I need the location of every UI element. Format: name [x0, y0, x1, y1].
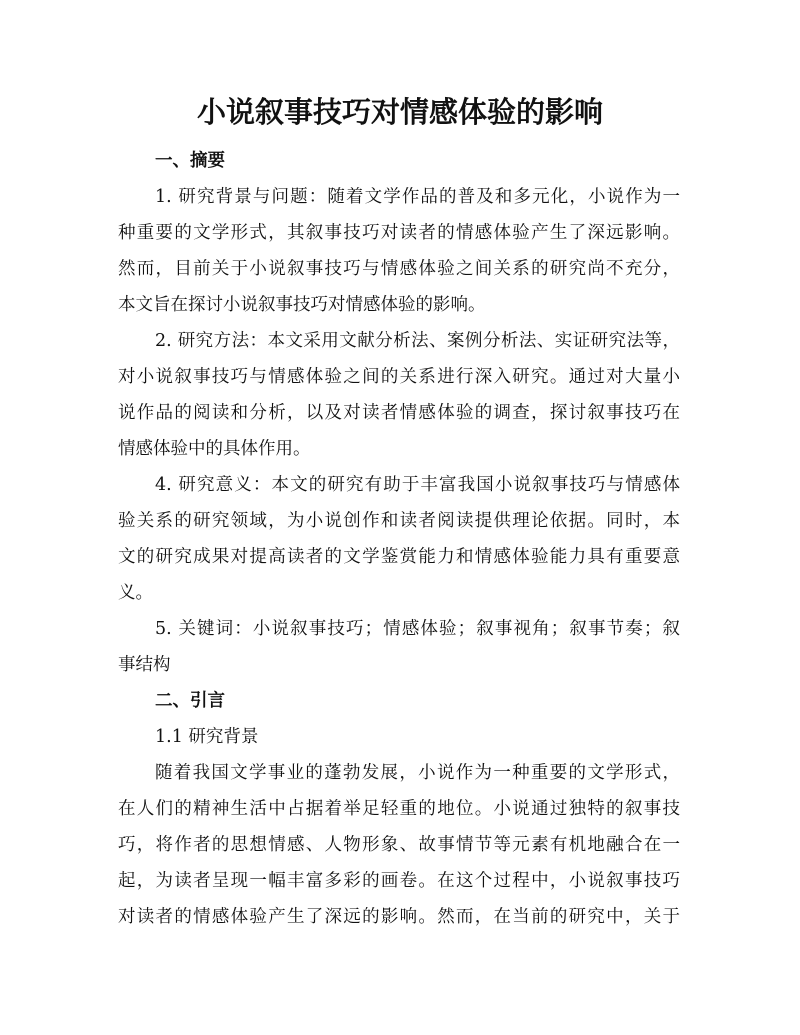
- abstract-line: 2. 研究方法：本文采用文献分析法、案例分析法、实证研究法等，: [155, 331, 680, 351]
- abstract-heading: 一、摘要: [155, 151, 225, 171]
- abstract-line: 文的研究成果对提高读者的文学鉴赏能力和情感体验能力具有重要意: [118, 547, 680, 567]
- subsection-heading: 1.1 研究背景: [155, 727, 259, 747]
- intro-line: 起，为读者呈现一幅丰富多彩的画卷。在这个过程中，小说叙事技巧: [118, 871, 680, 891]
- abstract-line: 对小说叙事技巧与情感体验之间的关系进行深入研究。通过对大量小: [118, 367, 680, 387]
- abstract-line: 种重要的文学形式，其叙事技巧对读者的情感体验产生了深远影响。: [118, 223, 680, 243]
- intro-line: 对读者的情感体验产生了深远的影响。然而，在当前的研究中，关于: [118, 907, 680, 927]
- intro-line: 随着我国文学事业的蓬勃发展，小说作为一种重要的文学形式，: [155, 763, 680, 783]
- abstract-line: 验关系的研究领域，为小说创作和读者阅读提供理论依据。同时，本: [118, 511, 680, 531]
- intro-line: 巧，将作者的思想情感、人物形象、故事情节等元素有机地融合在一: [118, 835, 680, 855]
- abstract-line: 情感体验中的具体作用。: [118, 439, 311, 459]
- abstract-line: 义。: [118, 583, 153, 603]
- abstract-line: 说作品的阅读和分析，以及对读者情感体验的调查，探讨叙事技巧在: [118, 403, 680, 423]
- abstract-line: 4. 研究意义：本文的研究有助于丰富我国小说叙事技巧与情感体: [155, 475, 680, 495]
- intro-line: 在人们的精神生活中占据着举足轻重的地位。小说通过独特的叙事技: [118, 799, 680, 819]
- intro-heading: 二、引言: [155, 691, 225, 711]
- abstract-line: 5. 关键词：小说叙事技巧；情感体验；叙事视角；叙事节奏；叙: [155, 619, 680, 639]
- abstract-line: 本文旨在探讨小说叙事技巧对情感体验的影响。: [118, 295, 486, 315]
- abstract-line: 然而，目前关于小说叙事技巧与情感体验之间关系的研究尚不充分，: [118, 259, 680, 279]
- page-title: 小说叙事技巧对情感体验的影响: [196, 95, 603, 129]
- abstract-line: 1. 研究背景与问题：随着文学作品的普及和多元化，小说作为一: [155, 187, 680, 207]
- abstract-line: 事结构: [118, 655, 171, 675]
